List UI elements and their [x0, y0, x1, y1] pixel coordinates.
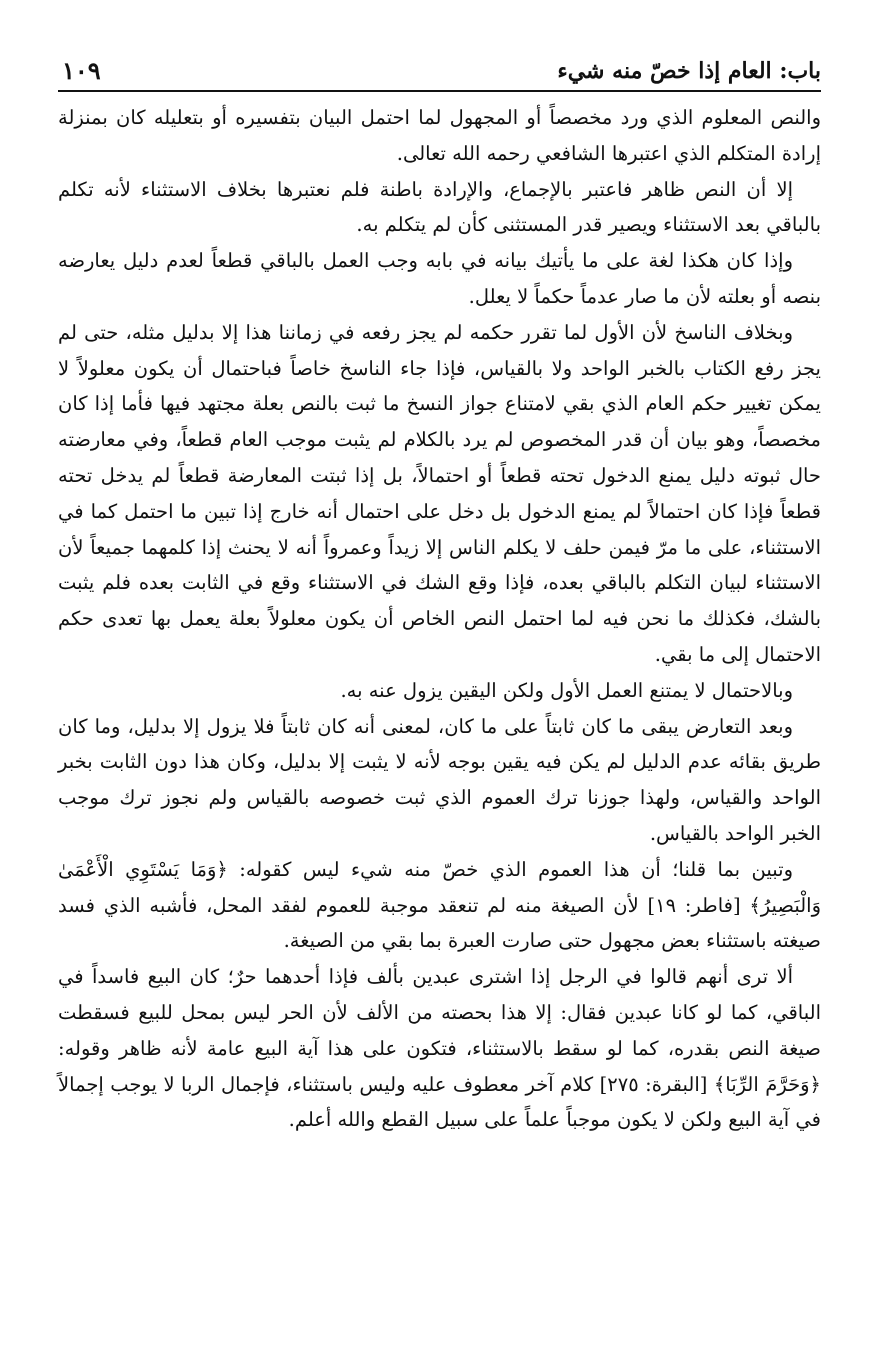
paragraph: وبخلاف الناسخ لأن الأول لما تقرر حكمه لم يجز رفعه في زماننا هذا إلا بدليل مثله، حتى لم يجز رفع الكتاب بالخبر الواحد ولا بالقياس، فإذا جاء الناسخ خاصاً فباحتمال أن يكون معلولاً لا يمكن تغيير حكم العام الذي بقي لامتناع جواز النسخ ما ثبت بالنص بعلة مجتهد فيها فأما إذا كان مخصصاً، وهو بيان أن قدر المخصوص لم يرد بالكلام لم يثبت موجب العام قطعاً، وفي معارضته حال ثبوته دليل يمنع الدخول تحته قطعاً أو احتمالاً، بل إذا ثبتت المعارضة قطعاً لم يدخل تحته قطعاً فإذا كان احتمالاً لم يمنع الدخول بل دخل على احتمال أنه خارج إذا تبين ما احتمل كما في الاستثناء، على ما مرّ فيمن حلف لا يكلم الناس إلا زيداً وعمرواً أنه لا يحنث إذا كلمهما جميعاً لأن الاستثناء لبيان التكلم بالباقي بعده، فإذا وقع الشك في الاستثناء وقع في الثابت بعده فلم يثبت بالشك، فكذلك ما نحن فيه لما احتمل النص الخاص أن يكون معلولاً بعلة يعمل بها تعدى حكم الاحتمال إلى ما بقي.: [58, 320, 821, 666]
body-text: [58, 100, 821, 1138]
paragraph: ألا ترى أنهم قالوا في الرجل إذا اشترى عبدين بألف فإذا أحدهما حرٌ؛ كان البيع فاسداً في الباقي، كما لو كانا عبدين فقال: إلا هذا بحصته من الألف لأن الحر ليس بمحل للبيع فسقطت صيغة النص بقدره، كما لو سقط بالاستثناء، فتكون على هذا آية البيع عامة لأنه ظاهر وقوله: ﴿وَحَرَّمَ الرِّبَا﴾ [البقرة: ٢٧٥] كلام آخر معطوف عليه وليس باستثناء، فإجمال الربا لا يوجب إجمالاً في آية البيع ولكن لا يكون موجباً علماً على سبيل القطع والله أعلم.: [58, 965, 821, 1132]
paragraph: وتبين بما قلنا؛ أن هذا العموم الذي خصّ منه شيء ليس كقوله: ﴿وَمَا يَسْتَوِي الْأَعْمَىٰ وَالْبَصِيرُ﴾ [فاطر: ١٩] لأن الصيغة منه لم تنعقد موجبة للعموم لفقد المحل، فأشبه الذي فسد صيغته باستثناء بعض مجهول حتى صارت العبرة بما بقي من الصيغة.: [58, 857, 821, 953]
paragraph: وبالاحتمال لا يمتنع العمل الأول ولكن اليقين يزول عنه به.: [340, 678, 793, 702]
paragraph: وإذا كان هكذا لغة على ما يأتيك بيانه في بابه وجب العمل بالباقي قطعاً لعدم دليل يعارضه بنصه أو بعلته لأن ما صار عدماً حكماً لا يعلل.: [58, 249, 821, 308]
paragraph: إلا أن النص ظاهر فاعتبر بالإجماع، والإرادة باطنة فلم نعتبرها بخلاف الاستثناء لأنه تكلم بالباقي بعد الاستثناء ويصير قدر المستثنى كأن لم يتكلم به.: [58, 177, 821, 237]
paragraph: والنص المعلوم الذي ورد مخصصاً أو المجهول لما احتمل البيان بتفسيره أو بتعليله كان بمنزلة إرادة المتكلم الذي اعتبرها الشافعي رحمه الله تعالى.: [58, 106, 821, 165]
running-title: باب: العام إذا خصّ منه شيء: [557, 58, 821, 84]
book-page: [58, 50, 821, 1331]
page-header: [58, 50, 821, 92]
page-number: ١٠٩: [62, 56, 101, 85]
paragraph: وبعد التعارض يبقى ما كان ثابتاً على ما كان، لمعنى أنه كان ثابتاً فلا يزول إلا بدليل، وما كان طريق بقائه عدم الدليل لم يكن فيه يقين بوجه لأنه لا يثبت إلا بدليل، وكان هذا دون الثابت بخبر الواحد والقياس، ولهذا جوزنا ترك العموم الذي ثبت خصوصه بالقياس ولم نجوز ترك موجب الخبر الواحد بالقياس.: [58, 714, 821, 845]
